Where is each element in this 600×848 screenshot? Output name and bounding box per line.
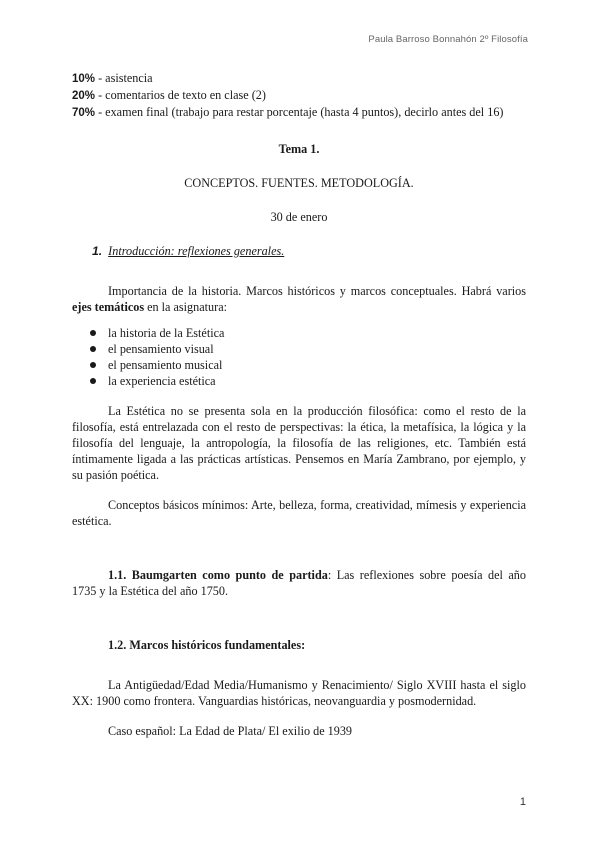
grading-text: - comentarios de texto en clase (2) [95, 88, 266, 102]
grading-item [72, 87, 526, 104]
document-body [72, 70, 526, 739]
section-1-2-heading: 1.2. Marcos históricos fundamentales: [108, 638, 306, 652]
paragraph-aesthetics: La Estética no se presenta sola en la producción filosófica: como el resto de la filosofía, está entrelazada con el resto de perspectivas: la ética, la metafísica, la lógica y la filosofía del lenguaje, la antropología, la filosofía de las religiones, etc. También está íntimamente ligada a las prácticas artísticas. Pensemos en María Zambrano, por ejemplo, y su pasión poética. [72, 404, 526, 482]
bullet-icon [90, 378, 96, 384]
grading-item [72, 104, 526, 121]
grading-list [72, 70, 526, 121]
paragraph-spanish-case: Caso español: La Edad de Plata/ El exilio de 1939 [108, 724, 353, 738]
list-item: el pensamiento musical [90, 357, 526, 373]
grading-text: - examen final (trabajo para restar porcentaje (hasta 4 puntos), decirlo antes del 16) [95, 105, 504, 119]
paragraph-basic-concepts: Conceptos básicos mínimos: Arte, belleza, forma, creatividad, mímesis y experiencia estética. [72, 498, 526, 528]
tema-subtitle: CONCEPTOS. FUENTES. METODOLOGÍA. [184, 176, 414, 190]
lecture-date: 30 de enero [270, 210, 328, 224]
grading-percent: 10% [72, 73, 96, 85]
bullet-icon [90, 330, 96, 336]
thematic-axes-list [72, 325, 526, 389]
paragraph-historical-frames: La Antigüedad/Edad Media/Humanismo y Renacimiento/ Siglo XVIII hasta el siglo XX: 1900 como frontera. Vanguardias históricas, neovanguardia y posmodernidad. [72, 678, 526, 708]
grading-percent: 70% [72, 107, 96, 119]
section-1-1-heading: 1.1. Baumgarten como punto de partida [108, 568, 328, 582]
list-item: la historia de la Estética [90, 325, 526, 341]
section-title: Introducción: reflexiones generales. [108, 244, 285, 258]
tema-title: Tema 1. [278, 142, 320, 156]
bullet-icon [90, 346, 96, 352]
bullet-icon [90, 362, 96, 368]
section-number: 1. [92, 244, 103, 258]
bold-term: ejes temáticos [72, 300, 145, 314]
page-header: Paula Barroso Bonnahón 2º Filosofía [368, 34, 528, 45]
grading-text: - asistencia [95, 71, 153, 85]
list-item: la experiencia estética [90, 373, 526, 389]
section-1-1-paragraph: 1.1. Baumgarten como punto de partida: Las reflexiones sobre poesía del año 1735 y la Estética del año 1750. [72, 568, 526, 598]
section-1-heading [72, 243, 526, 259]
page-number: 1 [519, 796, 526, 808]
grading-percent: 20% [72, 90, 96, 102]
list-item: el pensamiento visual [90, 341, 526, 357]
grading-item [72, 70, 526, 87]
paragraph-importance: Importancia de la historia. Marcos históricos y marcos conceptuales. Habrá varios ejes temáticos en la asignatura: [72, 284, 526, 314]
